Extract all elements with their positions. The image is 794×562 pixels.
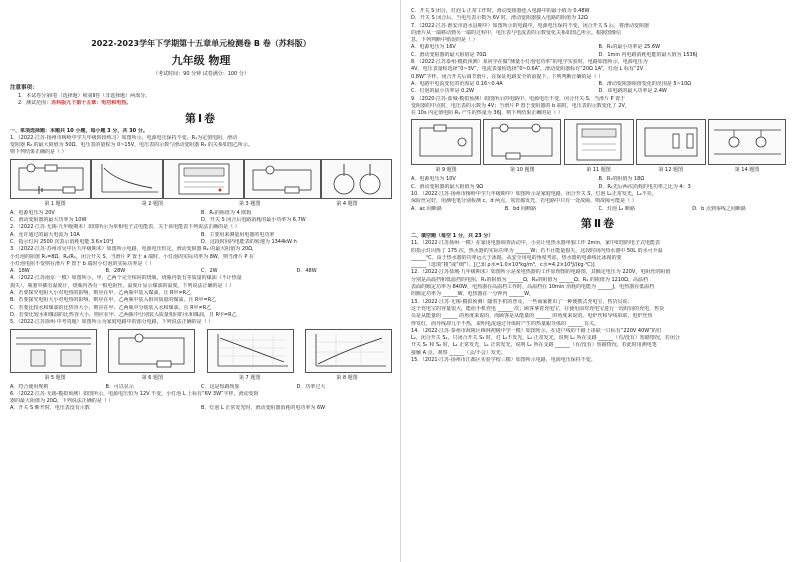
household-circuit-figure	[10, 329, 97, 373]
option: B．主要用来测量用电器的电功率	[201, 231, 275, 238]
question-12-line: 表面的额定功率为 840W，电热器在高温档工作时，高温档在 10min 消耗的电能为 ______J，电热器在低温档	[411, 284, 655, 291]
question-7: 7．（2022·江苏·淮安市涟水县期中）如图所示的电路中，电源电压保持不变，闭合开关 S 后，将滑动变阻器	[411, 22, 649, 29]
question-11-line: 的指示灯闪烁了 175 次，热水器的实际功率为 ______W；若不计能量损失，这段时间内热水器中 50L 的水可升温	[411, 247, 663, 254]
question-5: 5．（2022·江苏徐州·中考真题）如图所示为家庭电路中的部分电路，下列说法正确的是（ ）	[10, 319, 214, 326]
question-13: 13．（2022·江苏·无锡·模拟预测）随着手机的普及，一些商家推出了一种便携式充电宝，售货员说：	[411, 298, 633, 305]
option: A．开关 S 断开时，电压表没有示数	[10, 405, 90, 412]
question-2-options	[10, 232, 392, 247]
question-9-options	[411, 176, 786, 191]
question-1-line: 变阻器 R₂ 的最大阻值为 50Ω，电压表的量程为 0~15V，电压表的示数与滑动变阻器 R₂ 的关系如图乙所示。	[10, 142, 253, 149]
option: C．滑动变阻器的最大阻值是 70Ω	[411, 51, 487, 58]
figure-caption: 第 5 题图	[44, 374, 66, 381]
question-13-line: 这个充电宝的容量很大，能给手机充电 ______ 次；顾客拿着充电宝，在使用前对充电宝进行一段时间的充电，售货	[411, 305, 665, 312]
note-item: 2．测试范围：苏科版九下第十五章：电功和电热。	[18, 100, 132, 107]
option: D．开关 S 闭合后，当电压表示数为 6V 时，滑动变阻器接入电路的阻值为 12Ω	[411, 15, 588, 22]
circuit-figure-9	[411, 119, 481, 165]
question-14: 14．（2022·江苏·泰州市海陵区梅林初级中学一模）如图所示，在进户线的干路上串联一只标有“220V 40W”的灯	[411, 327, 662, 334]
question-9-line: 变阻器的中点时，电压表的示数为 4V；当滑片 P 置于变阻器的 b 端时，电压表的示数变化了 2V，	[411, 102, 630, 109]
option: A．电源电压为 16V	[411, 44, 456, 51]
question-8-line: 4V，电压表量程选择“0~3V”，电流表量程选择“0~0.6A”，滑动变阻器标有“20Ω 1A”，灯泡 L 标有“2V	[411, 66, 644, 73]
question-8: 8．（2022·江苏泰州·模拟预测）某同学在做“测量小灯泡电功率”的电学实验时，电路如图所示，电源电压为	[411, 59, 648, 66]
question-7-line: 的滑片从一端移动到另一端的过程中，电压表与电流表的示数变化关系如图乙所示。根据图像信	[411, 29, 622, 36]
question-8-options	[411, 81, 786, 96]
figure-caption: 第 4 题图	[336, 200, 358, 207]
question-3-line: 小灯泡的阻值 R₁=8Ω，R₂/R₁，闭合开关 S，当滑片 P 置于 a 端时，小灯泡的实际功率为 8W，则当滑片 P 在	[10, 253, 255, 260]
option: C．若要比较水和煤油的比热容大小，则应在甲、乙两瓶中分别装入水和煤油，且 R甲≠R乙	[10, 304, 212, 311]
question-8-line: 0.8W”字样。闭合开关后调节滑片，在保证电路安全的前提下，下列判断正确的是（ ）	[411, 73, 604, 80]
question-1-options	[10, 210, 392, 225]
question-12-line: 的额定功率为 ______W，电热器在一分钟内 ______W。	[411, 291, 535, 298]
option: D．开关 S 闭合后电路消耗的最小功率为 6.7W	[201, 217, 306, 224]
flask-figure	[321, 159, 392, 199]
test-scope: 苏科版九下第十五章：电功和电热。	[51, 100, 132, 107]
question-11-line: ______℃。由于热水器的功率远大于冰箱，从安全用电的角度考虑，热水器的电源线比冰箱的要	[411, 254, 622, 261]
option: B．滑动变阻器阻值变化的范围是 5~10Ω	[598, 80, 692, 87]
option: B．bd 间断路	[504, 205, 537, 212]
question-10-options	[411, 206, 786, 213]
figure-caption: 第 10 题图	[509, 167, 535, 174]
option: A．若要探究电阻大小对电热的影响，则应在甲、乙两瓶中装入煤油，且 R甲≠R乙	[10, 290, 192, 297]
question-7-line: 息，下列判断中错误的是（ ）	[411, 37, 478, 44]
question-15: 15．（2021·江苏·扬州市江都区实验学校三模）如图所示电路，电源电压保持不变。	[411, 356, 596, 363]
figure-row-1	[10, 159, 392, 199]
figure-caption: 第 2 题图	[141, 200, 164, 207]
figure-caption: 第 3 题图	[238, 200, 261, 207]
option: B．28W	[105, 268, 126, 275]
question-14-line: 开关 S₁ 和 S₂ 时，L₂ 正常发光，L₁ 正常发光，说明 L₁ 所在支路 ______（有/没有）短路情况，若此时用测电笔	[411, 342, 657, 349]
question-4: 4．（2022·江苏南京·一模）如图所示，甲、乙两个完全相同的烧瓶，烧瓶内装有等质量的煤油（不计热量	[10, 275, 242, 282]
option: A．电源电压为 20V	[10, 209, 55, 216]
question-13-line: 员是从能量的 ______ 的角度来说的，而顾客是从能量的 ______ 的角度来说的。电炉丝和导线串联，电炉丝热	[411, 313, 653, 320]
figure-caption: 第 6 题图	[141, 374, 164, 381]
circuit-figure-12	[636, 119, 706, 165]
option: C．灯泡的最小功率是 0.2W	[411, 88, 474, 95]
part2-heading: 第Ⅱ卷	[580, 216, 617, 230]
question-12-line: 分别是高温挡和低温挡的电阻，R₁的阻值为 ______Ω，R₂的阻值为 ______Ω；R₂ 的阻值为 1210Ω，高温档	[411, 276, 648, 283]
option: D．这段时间内电能表的转速为 1344kW·h	[201, 238, 297, 245]
section-heading: 二、填空题（每空 1 分，共 23 分）	[411, 232, 494, 239]
part1-heading: 第Ⅰ卷	[184, 111, 218, 125]
option: A．18W	[10, 268, 30, 275]
option: C．灯泡 L₂ 断路	[598, 205, 635, 212]
figure-caption: 第 1 题图	[44, 200, 66, 207]
question-6-line: 器的最大阻值为 20Ω，下列说法正确的是（ ）	[10, 398, 114, 405]
option: B．灯泡 L 正常发光时，滑动变阻器消耗的电功率为 6W	[201, 405, 326, 412]
note-item: 1．本试卷分第Ⅰ卷（选择题）和第Ⅱ卷（非选择题）两部分。	[18, 93, 151, 99]
option: C．滑动变阻器的最大阻值为 9Ω	[411, 183, 484, 190]
option: B．R₁的阻值为 4 欧姆	[201, 209, 252, 216]
option: C．开关 S 闭合，灯泡 L 正常工作时，滑动变阻器连入电路中的最小值为 0.48W	[411, 8, 590, 14]
question-3-line: 小灯泡电阻不变则在滑片 P 置于 b 端时小灯泡的实际功率是（ ）	[10, 260, 155, 267]
question-4-line: 损失），瓶塞中插有温度计，烧瓶内各有一根电阻丝，温度计显示煤油的温度。下列说法正确的是（ ）	[10, 282, 235, 289]
question-7-options	[411, 44, 786, 59]
option: B．R₁的阻值为 18Ω	[598, 176, 645, 183]
figure-caption: 第 11 题图	[586, 167, 611, 174]
figure-caption: 第 9 题图	[435, 167, 457, 174]
question-9-line: 在 10s 内定值电阻 R₁ 产生的热量为 36J，则下列结果正确的是（ ）	[411, 110, 563, 117]
circuit-figure-6	[108, 329, 195, 373]
caption-row-3	[411, 166, 786, 173]
question-12: 12．（2022·江苏盐城·九年级期末）如图所示是某电热器的工作原理图的电路图，其额定电压为 220V，电阻丝的阻值	[411, 269, 671, 276]
question-11: 11．（2022·江苏扬州·一模）在家用电器调查活动中，小亮让电热水器单独工作 2min，家中如图的电子式电能表	[411, 240, 660, 247]
figure-caption: 第 8 题图	[336, 374, 358, 381]
caption-row-1	[10, 200, 392, 207]
notes-heading: 注意事项：	[10, 85, 38, 91]
figure-row-3	[411, 119, 786, 165]
graph-figure-8	[305, 329, 392, 373]
circuit-figure-3	[244, 159, 320, 199]
energy-meter-figure-11	[564, 119, 634, 165]
question-1: 1．（2022·江苏·扬州市梅岭中学九年级阶段练习）如图所示，电源电压保持不变，R₁为定值电阻，滑动	[10, 134, 238, 141]
question-14-line: 接触 A 点，观察 ______（会/不会）发光。	[411, 349, 506, 356]
right-column	[401, 0, 794, 562]
question-6: 6．（2022·江苏·无锡·模拟预测）如图所示，电源电压恒为 12V 不变，小灯泡 L 上标有“6V 3W”字样，滑动变阻	[10, 390, 259, 397]
question-3: 3．（2022·江苏·苏州市吴中区九年级期末）如图所示电路，电源电压恒定，滑动变阻器 R₂ 的最大阻值为 20Ω，	[10, 246, 258, 253]
option: A．电源电压为 10V	[411, 176, 456, 183]
question-1-line: 则下列结果正确的是（ ）	[10, 149, 67, 156]
question-3-options	[10, 268, 392, 275]
option: A．允许通过的最大电流为 10A	[10, 231, 80, 238]
option: C．2W	[201, 268, 218, 275]
question-13-line: 得发红，而导线却几乎不热，说明电流通过导体时产生的热量跟导体的 ______ 有关。	[411, 320, 600, 327]
figure-caption: 第 12 题图	[658, 167, 684, 174]
option: D．若要比较水和煤油的比热容大小，则应在甲、乙两瓶中分别装入质量相同的水和煤油，且 R甲=R乙	[10, 311, 237, 318]
option: B．若要探究电阻大小对电热的影响，则应在甲、乙两瓶中装入相同质量的煤油，且 R甲=R乙	[10, 297, 217, 304]
option: D．48W	[296, 268, 317, 275]
option: D．该电路的最大功率是 2.4W	[598, 88, 667, 95]
question-10: 10．（2022·江苏·扬州市梅岭中学九年级期中）如图所示是家庭电路，闭合开关 S，灯泡 L₁正常发光，L₂不亮，	[411, 191, 657, 198]
question-10-line: 保险丝完好，用测电笔分别检测 c、d 两点，氖管都发光，若电路中只有一处故障，则故障可能是（ ）	[411, 198, 637, 205]
figure-row-2	[10, 329, 392, 373]
option: C．这是短路现象	[201, 383, 240, 390]
figure-caption: 第 7 题图	[238, 374, 261, 381]
subject-title: 九年级 物理	[171, 54, 231, 67]
household-circuit-figure-14	[708, 119, 786, 165]
option: A．电路中电流变化的范围是 0.16~0.4A	[411, 80, 503, 87]
question-9: 9．（2020·江苏·盐城·模拟预测）如图所示的电路中，电源电压不变，闭合开关 S，当滑片 P 置于	[411, 95, 626, 102]
section-heading: 一、单项选择题：本题共 10 小题，每小题 3 分，共 30 分。	[10, 127, 148, 134]
question-6-options	[10, 405, 392, 412]
question-14-line: L₂，闭合开关 S₁，只闭合开关 S₂ 时，灯 L₁不发光，L₂ 正常发光，说明 L₁ 所在支路 ______（有/没有）短路情况，若闭合	[411, 335, 680, 342]
question-5-options	[10, 384, 392, 391]
graph-figure-7	[207, 329, 294, 373]
option: A．ac 间断路	[411, 205, 442, 212]
circuit-figure-10	[483, 119, 561, 165]
exam-info: （考试时间：90 分钟 试卷满分：100 分）	[153, 71, 249, 77]
option: A．符合使用规则	[10, 383, 49, 390]
energy-meter-figure	[163, 159, 244, 199]
figure-caption: 第 14 题图	[734, 167, 760, 174]
option: D．b 点到零线之间断路	[692, 205, 746, 212]
circuit-figure-1	[10, 159, 91, 199]
caption-row-2	[10, 374, 392, 381]
option: C．滑动变阻器的最大功率为 10W	[10, 217, 87, 224]
question-11-line: ______（选填“粗”或“细”）。[已知 ρ水=1.0×10³kg/m³，c水=4.2×10³J/(kg·℃)]	[411, 262, 595, 269]
option: C．指示灯闪 2500 次表示消耗电能 3.6×10⁶J	[10, 238, 113, 245]
option: B．可以显示	[105, 383, 134, 390]
option: D．R₁先后两次消耗的电功率之比为 4：3	[598, 183, 691, 190]
question-2: 2．（2022·江苏·无锡·九年级期末）如图所示为单相电子式电能表，关于该电能表下列说法正确的是（ ）	[10, 224, 240, 231]
option: D．1min 内电路消耗电能的最大值为 1536J	[598, 51, 698, 58]
option: D．功率过大	[296, 383, 326, 390]
option: B．R₁的最小功率是 25.6W	[598, 44, 661, 51]
exam-title: 2022-2023学年下学期第十五章单元检测卷 B 卷（苏科版）	[91, 39, 311, 48]
graph-figure-1	[91, 159, 162, 199]
